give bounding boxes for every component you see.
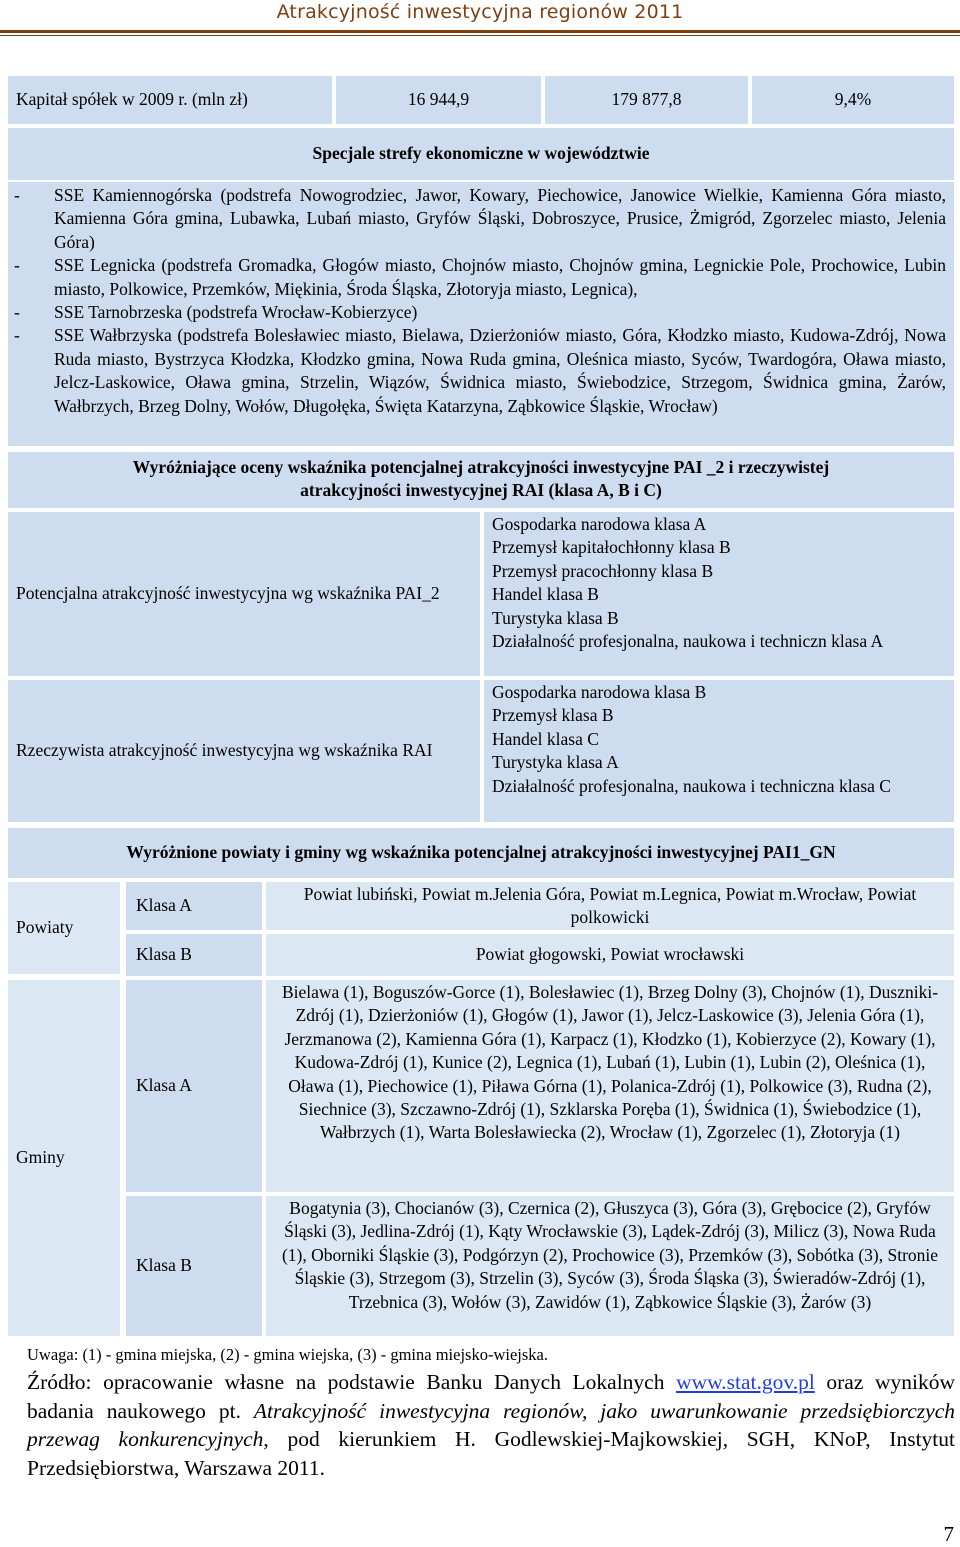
pai-line: Przemysł kapitałochłonny klasa B [492,537,731,558]
powiaty-b-cell [266,934,954,976]
pai-line: Gospodarka narodowa klasa A [492,514,707,534]
pai-line: Działalność profesjonalna, naukowa i techniczn klasa A [492,631,884,652]
gminy-a-list: Bielawa (1), Boguszów-Gorce (1), Bolesławiec (1), Brzeg Dolny (3), Chojnów (1), Duszniki-Zdrój (1), Dzierżoniów (1), Głogów (1), Jawor (1), Jelcz-Laskowice (3), Jelenia Góra (1), Jerzmanowa (2), Kamienna Góra (1), Karpacz (1), Kłodzko (1), Kobierzyce (2), Kowary (1), Kudowa-Zdrój (1), Kunice (2), Legnica (1), Lubań (1), Lubin (1), Lubin (2), Oleśnica (1), Oława (1), Piechowice (1), Piława Górna (1), Polanica-Zdrój (1), Polkowice (3), Rudna (2), Siechnice (3), Szczawno-Zdrój (1), Szklarska Poręba (1), Świdnica (1), Świebodzice (1), Wałbrzych (1), Warta Bolesławiecka (2), Wrocław (1), Zgorzelec (1), Złotoryja (1) [281,982,939,1143]
source-paragraph [27,1368,955,1482]
note: Uwaga: (1) - gmina miejska, (2) - gmina wiejska, (3) - gmina miejsko-wiejska. [27,1345,548,1364]
gminy-a-cell [266,980,954,1192]
gminy-b-list: Bogatynia (3), Chocianów (3), Czernica (2), Głuszyca (3), Góra (3), Grębocice (2), Gryfów Śląski (3), Jedlina-Zdrój (1), Kąty Wrocławskie (3), Lądek-Zdrój (3), Milicz (3), Nowa Ruda (1), Oborniki Śląskie (3), Podgórzyn (2), Prochowice (3), Przemków (3), Sobótka (3), Stronie Śląskie (3), Strzegom (3), Strzelin (3), Syców (3), Środa Śląska (3), Świeradów-Zdrój (1), Trzebnica (3), Wołów (3), Zawidów (1), Ząbkowice Śląskie (3), Żarów (3) [281,1198,939,1312]
gminy-label-cell [8,980,120,1336]
sse-item: - SSE Kamiennogórska (podstrefa Nowogrodziec, Jawor, Kowary, Piechowice, Janowice Wielkie, Kamienna Góra miasto, Kamienna Góra gmina, Lubawka, Lubań miasto, Gryfów Śląski, Dobroszyce, Prusice, Żmigród, Zgorzelec miasto, Jelenia Góra) [14,185,946,252]
rai-line: Turystyka klasa A [492,752,619,773]
capital-value3-cell [752,76,954,124]
powiaty-a-list: Powiat lubiński, Powiat m.Jelenia Góra, Powiat m.Legnica, Powiat m.Wrocław, Powiat polkowicki [303,884,917,928]
pai-line: Przemysł pracochłonny klasa B [492,560,714,581]
assessment-title-line2: atrakcyjności inwestycyjnej RAI (klasa A, B i C) [300,480,662,501]
rai-values-cell [484,680,954,822]
distinguished-title: Wyróżnione powiaty i gminy wg wskaźnika potencjalnej atrakcyjności inwestycyjnej PAI1_GN [126,842,836,863]
sse-item: - SSE Wałbrzyska (podstrefa Bolesławiec miasto, Bielawa, Dzierżoniów miasto, Góra, Kłodzko miasto, Kudowa-Zdrój, Nowa Ruda miasto, Bystrzyca Kłodzka, Kłodzko gmina, Nowa Ruda gmina, Oleśnica miasto, Syców, Twardogóra, Oława miasto, Jelcz-Laskowice, Oława gmina, Strzelin, Wiązów, Świdnica miasto, Świebodzice, Strzegom, Świdnica gmina, Żarów, Wałbrzych, Brzeg Dolny, Wołów, Długołęka, Święta Katarzyna, Ząbkowice Śląskie, Wrocław) [14,325,946,416]
capital-value1-cell [336,76,541,124]
powiaty-class-b: Klasa B [136,944,192,965]
gminy-class-b: Klasa B [136,1255,192,1276]
rai-line: Przemysł klasa B [492,705,614,726]
capital-label-cell [8,76,332,124]
header-rule [0,30,960,33]
sse-title: Specjale strefy ekonomiczne w województwie [312,143,650,164]
source-prefix: Źródło: opracowanie własne na podstawie Banku Danych Lokalnych [27,1370,665,1394]
sse-item: - SSE Tarnobrzeska (podstrefa Wrocław-Kobierzyce) [14,302,418,323]
powiaty-b-list: Powiat głogowski, Powiat wrocławski [475,944,745,965]
distinguished-title-cell [8,828,954,878]
gminy-class-a: Klasa A [136,1075,192,1096]
sse-title-cell [8,128,954,180]
powiaty-class-b-cell [126,934,262,976]
pai-label: Potencjalna atrakcyjność inwestycyjna wg wskaźnika PAI_2 [16,583,440,604]
gminy-b-cell [266,1196,954,1336]
pai-line: Handel klasa B [492,584,599,605]
sse-list [8,182,954,446]
source-title: Atrakcyjność inwestycyjna regionów, jako uwarunkowanie przedsiębiorczych przewag konkurencyjnych [27,1398,955,1451]
gminy-class-a-cell [126,980,262,1192]
gminy-class-b-cell [126,1196,262,1336]
source-suffix: , pod kierunkiem H. Godlewskiej-Majkowskiej, SGH, KNoP, Instytut Przedsiębiorstwa, Warszawa 2011. [27,1427,955,1480]
powiaty-class-a-cell [126,882,262,930]
powiaty-class-a: Klasa A [136,895,192,916]
powiaty-a-cell [266,882,954,930]
capital-value2: 179 877,8 [611,89,682,110]
capital-value3: 9,4% [834,89,872,110]
running-header-title: Atrakcyjność inwestycyjna regionów 2011 [276,1,684,23]
sse-item: - SSE Legnicka (podstrefa Gromadka, Głogów miasto, Chojnów miasto, Chojnów gmina, Legnickie Pole, Prochowice, Lubin miasto, Polkowice, Przemków, Miękinia, Środa Śląska, Złotoryja miasto, Legnica), [14,255,946,299]
rai-line: Handel klasa C [492,728,599,749]
pai-values-cell [484,512,954,676]
gminy-label: Gminy [16,1147,65,1168]
page-number: 7 [943,1522,954,1546]
source-link[interactable]: www.stat.gov.pl [676,1370,815,1394]
capital-value2-cell [545,76,748,124]
pai-line: Turystyka klasa B [492,607,619,628]
powiaty-label-cell [8,882,120,974]
source-middle: oraz wyników badania naukowego pt. [27,1370,955,1423]
rai-line: Działalność profesjonalna, naukowa i techniczna klasa C [492,775,891,796]
pai-label-cell [8,512,480,676]
rai-line: Gospodarka narodowa klasa B [492,682,707,702]
assessment-title-line1: Wyróżniające oceny wskaźnika potencjalnej atrakcyjności inwestycyjne PAI _2 i rzeczywistej [132,457,830,477]
capital-value1: 16 944,9 [407,89,470,110]
rai-label-cell [8,680,480,822]
capital-label: Kapitał spółek w 2009 r. (mln zł) [16,89,248,110]
header-rule-thin [0,35,960,36]
rai-label: Rzeczywista atrakcyjność inwestycyjna wg wskaźnika RAI [16,740,433,761]
powiaty-label: Powiaty [16,917,74,938]
assessment-title-cell [8,452,954,508]
